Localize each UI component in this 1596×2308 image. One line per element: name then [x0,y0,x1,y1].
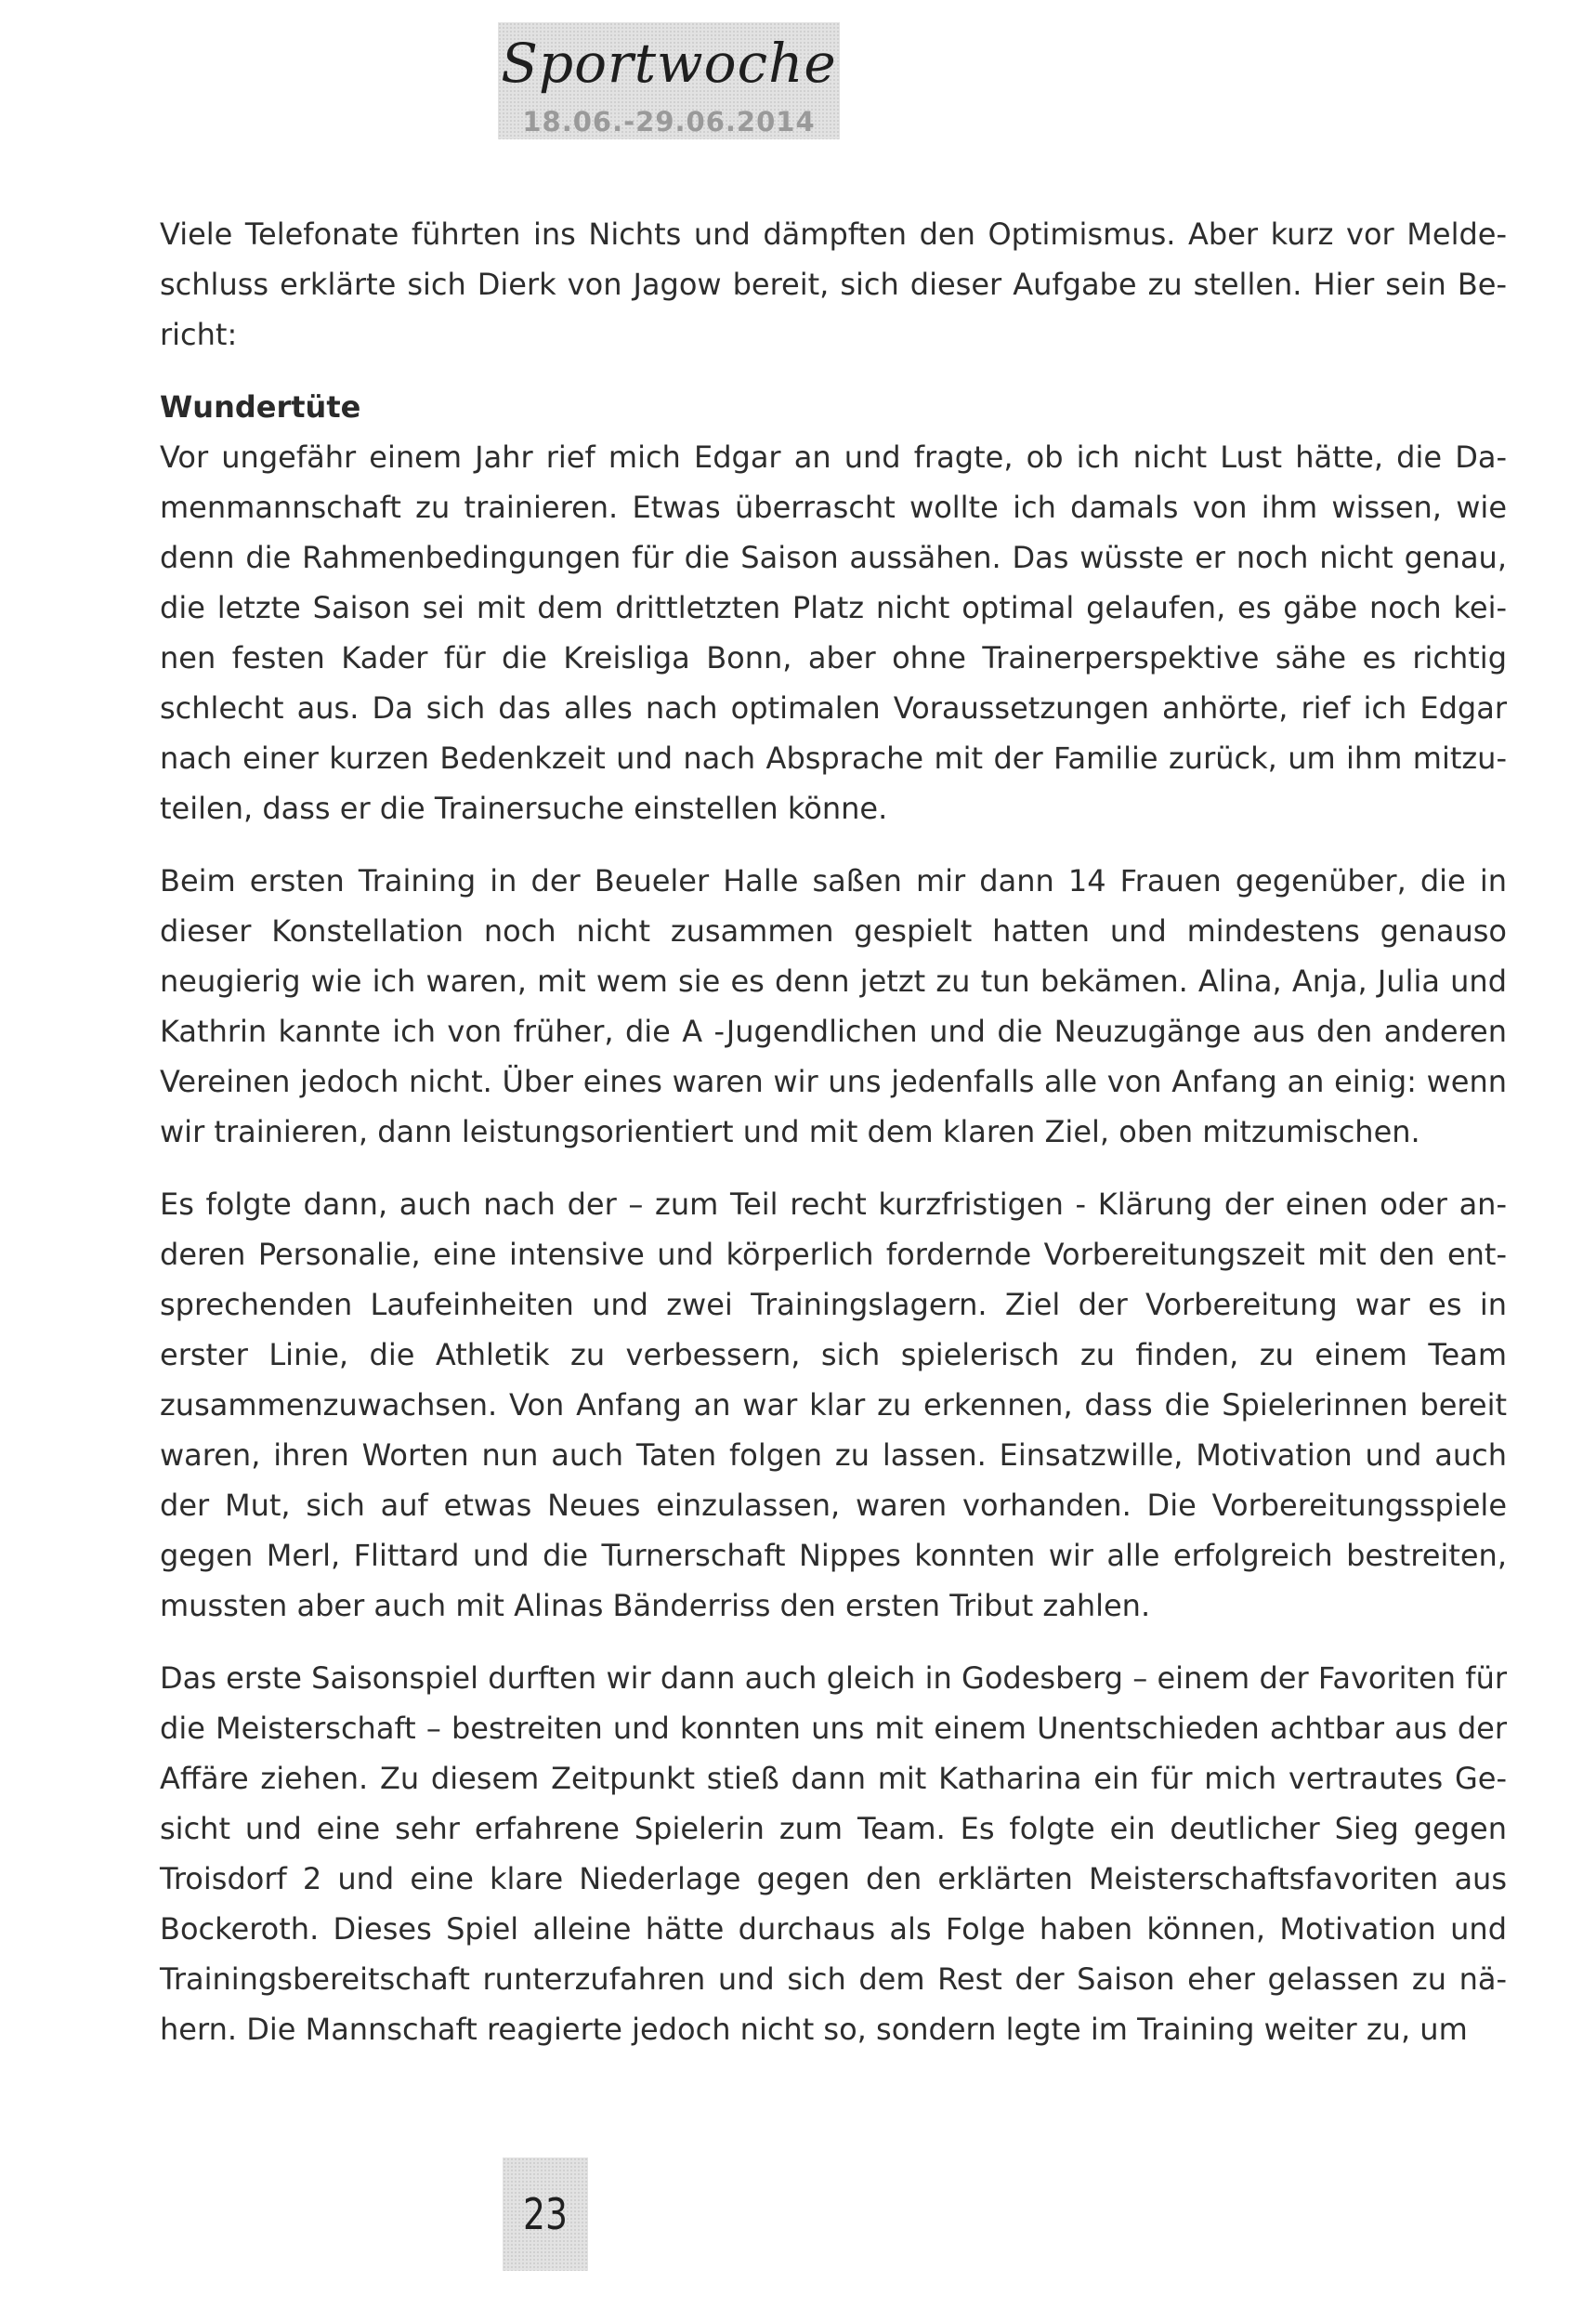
article-body [160,209,1507,2054]
paragraph: Das erste Saisonspiel durften wir dann auch gleich in Godesberg – einem der Favoriten für die Meisterschaft – bestreiten und konnten uns mit einem Unentschieden achtbar aus der Affäre ziehen. Zu diesem Zeitpunkt stieß dann mit Katharina ein für mich vertrautes Gesicht und eine sehr erfahrene Spielerin zum Team. Es folgte ein deutlicher Sieg gegen Troisdorf 2 und eine klare Niederlage gegen den erklärten Meisterschaftsfavoriten aus Bockeroth. Dieses Spiel alleine hätte durchaus als Folge haben können, Motivation und Trainingsbereitschaft runterzufahren und sich dem Rest der Saison eher gelassen zu nähern. Die Mannschaft reagierte jedoch nicht so, sondern legte im Training weiter zu, um [160,1660,1507,2047]
paragraph: Es folgte dann, auch nach der – zum Teil recht kurzfristigen - Klärung der einen oder anderen Personalie, eine intensive und körperlich fordernde Vorbereitungszeit mit den entsprechenden Laufeinheiten und zwei Trainingslagern. Ziel der Vorbereitung war es in erster Linie, die Athletik zu verbessern, sich spielerisch zu finden, zu einem Team zusammenzuwachsen. Von Anfang an war klar zu erkennen, dass die Spielerinnen bereit waren, ihren Worten nun auch Taten folgen zu lassen. Einsatzwille, Motivation und auch der Mut, sich auf etwas Neues einzulassen, waren vorhanden. Die Vorbereitungsspiele gegen Merl, Flittard und die Turnerschaft Nippes konnten wir alle erfolgreich bestreiten, mussten aber auch mit Alinas Bänderriss den ersten Tribut zahlen. [160,1187,1507,1623]
publication-title: Sportwoche [501,32,837,95]
section-heading: Wundertüte [160,389,361,425]
intro-paragraph: Viele Telefonate führten ins Nichts und dämpften den Optimismus. Aber kurz vor Meldeschluss erklärte sich Dierk von Jagow bereit, sich dieser Aufgabe zu stellen. Hier sein Bericht: [160,216,1507,352]
paragraph: Beim ersten Training in der Beueler Halle saßen mir dann 14 Frauen gegenüber, die in dieser Konstellation noch nicht zusammen gespielt hatten und mindestens genauso neugierig wie ich waren, mit wem sie es denn jetzt zu tun bekämen. Alina, Anja, Julia und Kathrin kannte ich von früher, die A -Jugendlichen und die Neuzugänge aus den anderen Vereinen jedoch nicht. Über eines waren wir uns jedenfalls alle von Anfang an einig: wenn wir trainieren, dann leistungsorientiert und mit dem klaren Ziel, oben mitzumischen. [160,863,1507,1149]
page-number-badge [503,2157,588,2271]
paragraph: Vor ungefähr einem Jahr rief mich Edgar an und fragte, ob ich nicht Lust hätte, die Damenmannschaft zu trainieren. Etwas überrascht wollte ich damals von ihm wissen, wie denn die Rahmenbedingungen für die Saison aussähen. Das wüsste er noch nicht genau, die letzte Saison sei mit dem drittletzten Platz nicht optimal gelaufen, es gäbe noch keinen festen Kader für die Kreisliga Bonn, aber ohne Trainerperspektive sähe es richtig schlecht aus. Da sich das alles nach optimalen Voraussetzungen anhörte, rief ich Edgar nach einer kurzen Bedenkzeit und nach Absprache mit der Familie zurück, um ihm mitzuteilen, dass er die Trainersuche einstellen könne. [160,439,1507,826]
header-badge [498,22,840,139]
page-number: 23 [522,2189,568,2239]
publication-dates: 18.06.-29.06.2014 [522,106,816,138]
